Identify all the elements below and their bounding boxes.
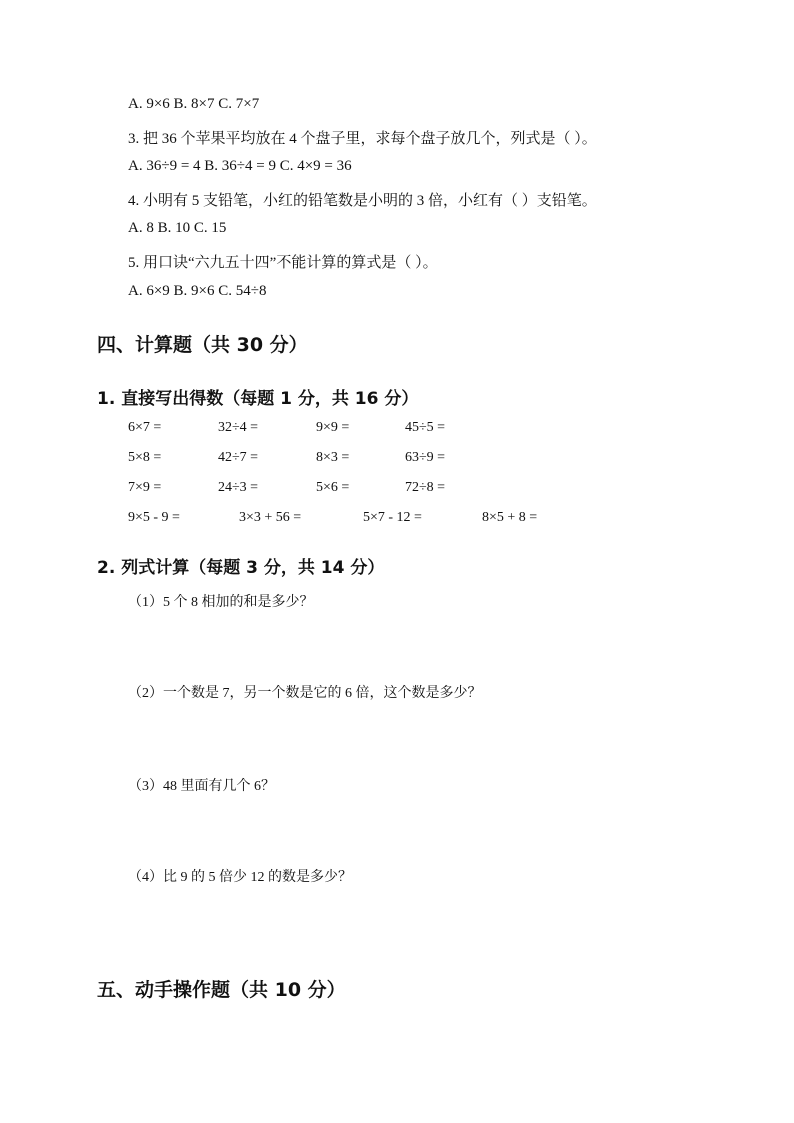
word-problem-2: （2）一个数是 7，另一个数是它的 6 倍，这个数是多少？ (128, 686, 482, 701)
calc-item: 42÷7 = (218, 450, 259, 465)
word-problem-4: （4）比 9 的 5 倍少 12 的数是多少？ (128, 870, 352, 885)
calc-item: 5×7 - 12 = (363, 510, 422, 525)
part-1-title: 1. 直接写出得数（每题 1 分，共 16 分） (97, 389, 419, 409)
calc-item: 9×5 - 9 = (128, 510, 180, 525)
choice-options-3: A. 36÷9 = 4 B. 36÷4 = 9 C. 4×9 = 36 (128, 158, 352, 174)
calc-item: 5×6 = (316, 480, 350, 495)
calc-item: 8×3 = (316, 450, 350, 465)
calc-item: 32÷4 = (218, 420, 259, 435)
calc-item: 6×7 = (128, 420, 162, 435)
section-4-title: 四、计算题（共 30 分） (97, 334, 308, 356)
word-problem-3: （3）48 里面有几个 6？ (128, 779, 275, 794)
calc-item: 63÷9 = (405, 450, 446, 465)
choice-options-4: A. 8 B. 10 C. 15 (128, 220, 227, 236)
calc-item: 8×5 + 8 = (482, 510, 538, 525)
calc-item: 7×9 = (128, 480, 162, 495)
choice-options-5: A. 6×9 B. 9×6 C. 54÷8 (128, 283, 267, 299)
part-2-title: 2. 列式计算（每题 3 分，共 14 分） (97, 558, 385, 578)
calc-item: 72÷8 = (405, 480, 446, 495)
choice-question-4: 4. 小明有 5 支铅笔，小红的铅笔数是小明的 3 倍，小红有（ ）支铅笔。 (128, 193, 597, 209)
calc-item: 3×3 + 56 = (239, 510, 302, 525)
calc-item: 9×9 = (316, 420, 350, 435)
word-problem-1: （1）5 个 8 相加的和是多少？ (128, 595, 314, 610)
choice-question-3: 3. 把 36 个苹果平均放在 4 个盘子里，求每个盘子放几个，列式是（ ）。 (128, 131, 597, 147)
calc-item: 5×8 = (128, 450, 162, 465)
calc-item: 24÷3 = (218, 480, 259, 495)
section-5-title: 五、动手操作题（共 10 分） (97, 979, 346, 1001)
choice-question-5: 5. 用口诀“六九五十四”不能计算的算式是（ ）。 (128, 255, 438, 271)
calc-item: 45÷5 = (405, 420, 446, 435)
choice-line: A. 9×6 B. 8×7 C. 7×7 (128, 96, 260, 112)
